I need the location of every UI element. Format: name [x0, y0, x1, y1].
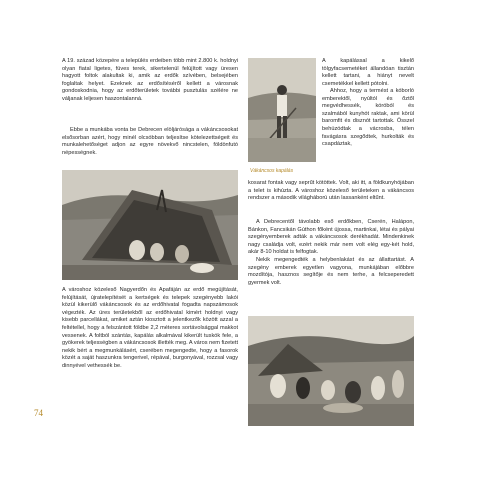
left-paragraph-1: A 19. század közepére a település erdeiben több mint 2.800 k. holdnyi olyan fiatal ligetes, füves terek, sikertelenül felújított vagy üresen hagyott foltok alakultak ki, amik az erdők szívében, belsejében foglaltak helyet. Ezeknek az erdősítéséről kellett a városnak gondoskodnia, hogy az erdőterületek további pusztulás szélére ne váljanak leljesen haszontalanná.: [62, 58, 238, 102]
left-paragraph-2: Ebbe a munkába vonta be Debrecen elöljárósága a vákáncsosokat elsősorban azért, hogy minél olcsóbban teljesítse kötelezettségeit és munkalehetőséget adjon az egyre növekvő nincstelen, földönfutó népességnek.: [62, 127, 238, 156]
left-paragraph-3: A városhoz közeleső Nagyerdőn és Apafáján az erdő megújítását, felújítását, újratelepítését a kertségek és telepek szegényebb lakói közül kikerülő vákáncsosok és az erdőhivatal fogadta napszámosok végezték. Az üres területekből az erdőhivatal kimért holdnyi vagy kisebb parcellákat, amiket aztán kiosztott a jelentkezők között azzal a feltétellel, hogy a felszántott földbe 2,2 méteres sortávolsággal makkot vessenek. A foltból szántás, kapálás alkalmával kikerült tuskók fele, a gyökerek teljességben a vákáncsosok illették meg. A város nem fizetett nekik bért a megmunkálásért, cserében megengedte, hogy a fasorok közét a saját haszunkra tengerivel, répával, burgonyával, rozzsal vagy dinnyével vethessék be.: [62, 287, 238, 369]
right-paragraph-2-lead: Ahhoz, hogy a termést a kóborló emberektől, nyúltól és őztől megvédhessék, kóróból és szalmából kunyhót raktak, ami körül baromfit és disznót tartottak. Ősszel behúzódtak a vácrosba, télen favágásra szegődtek, hurkolták és csapdáztak,: [322, 88, 414, 148]
family-group-photo: [248, 316, 414, 426]
right-paragraph-4: Nekik megengedték a helybenlakást és az állattartást. A szegény emberek egyetlen vagyona, munkájában előbbre mozdítója, hasznos segítője és nem terhe, a felcseperedett gyermek volt.: [248, 257, 414, 286]
photo-caption: Vákáncsos kapálás: [250, 168, 294, 174]
right-paragraph-3: A Debrecentől távolabb eső erdőkben, Cserén, Halápon, Bánkon, Fancsikán Gúthon főként újossa, martinkai, létai és pályai szegényemberek adták a vákáncsosok derékhadát. Mindenkinek nagy családja volt, ezért nekik már nem volt elég egy-két hold, akár 8-10 holdat is felfogtak.: [248, 219, 414, 256]
page-number: 74: [34, 408, 43, 418]
right-paragraph-1: A kapálással a kikelő tölgyfacsemetéket állandóan tisztán kellett tartani, a hiányt nevelt csemetékkel kellett pótolni.: [322, 58, 414, 87]
right-paragraph-2: kosarat fontak vagy seprűt kötöttek. Volt, aki itt, a földkunyhójában a telet is kihúzta. A városhoz közeleső területeken a vákáncsos rendszer a második világháború után lassanként eltűnt.: [248, 180, 414, 202]
man-with-hoe-photo: [248, 58, 316, 162]
hut-photo: [62, 170, 238, 280]
